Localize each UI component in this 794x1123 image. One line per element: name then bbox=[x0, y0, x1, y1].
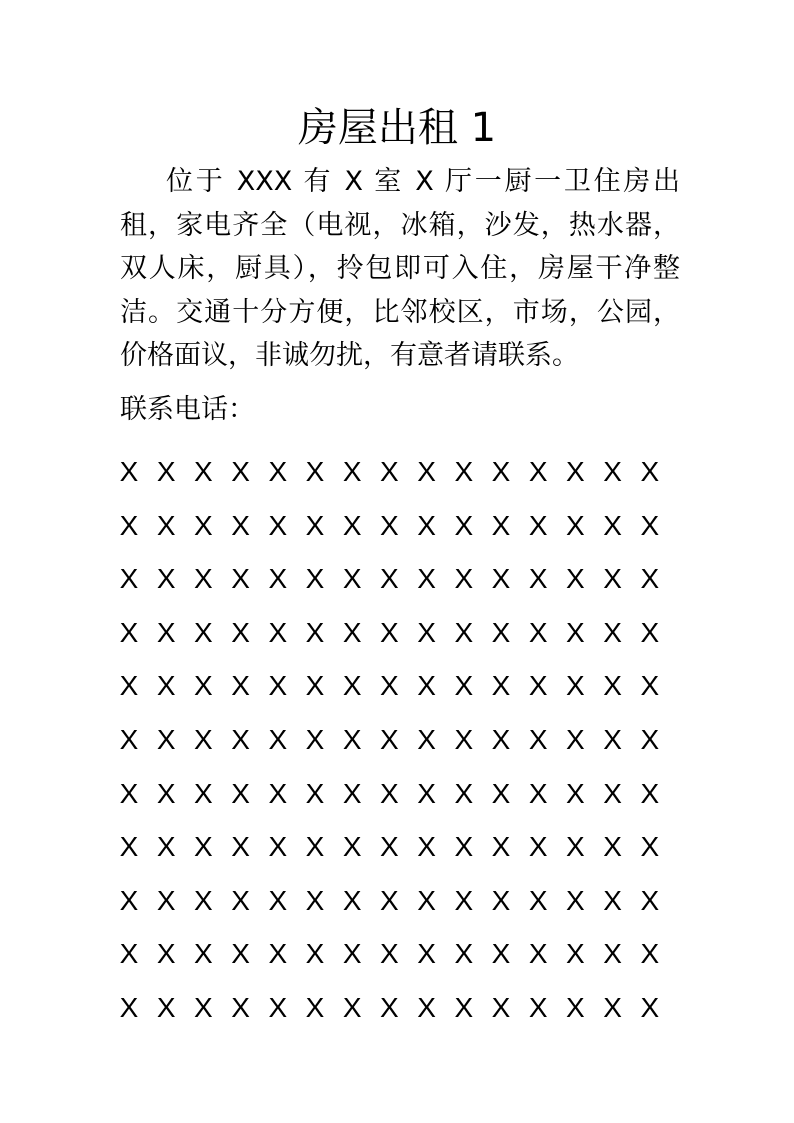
grid-x-mark: X bbox=[380, 777, 399, 809]
grid-x-mark: X bbox=[380, 616, 399, 648]
grid-row bbox=[119, 934, 679, 988]
grid-x-mark: X bbox=[156, 670, 176, 702]
grid-x-mark: X bbox=[491, 723, 511, 755]
grid-x-mark: X bbox=[603, 991, 622, 1023]
grid-x-mark: X bbox=[417, 563, 436, 595]
grid-x-mark: X bbox=[305, 616, 325, 648]
grid-x-mark: X bbox=[491, 670, 511, 702]
grid-x-mark: X bbox=[454, 991, 474, 1023]
grid-x-mark: X bbox=[268, 723, 288, 755]
grid-x-mark: X bbox=[566, 777, 585, 809]
grid-x-mark: X bbox=[454, 509, 474, 541]
grid-x-mark: X bbox=[305, 670, 325, 702]
grid-row bbox=[119, 881, 679, 935]
grid-x-mark: X bbox=[156, 831, 176, 863]
grid-x-mark: X bbox=[194, 723, 213, 755]
grid-x-mark: X bbox=[380, 938, 399, 970]
grid-x-mark: X bbox=[566, 991, 585, 1023]
grid-x-mark: X bbox=[268, 991, 288, 1023]
grid-x-mark: X bbox=[454, 456, 474, 487]
grid-x-mark: X bbox=[528, 616, 548, 648]
grid-x-mark: X bbox=[268, 938, 288, 970]
grid-x-mark: X bbox=[491, 991, 511, 1023]
grid-x-mark: X bbox=[119, 831, 139, 863]
grid-x-mark: X bbox=[640, 723, 660, 755]
grid-x-mark: X bbox=[566, 670, 585, 702]
grid-row bbox=[119, 720, 679, 774]
grid-x-mark: X bbox=[528, 938, 548, 970]
grid-x-mark: X bbox=[566, 884, 585, 916]
grid-x-mark: X bbox=[156, 509, 176, 541]
grid-x-mark: X bbox=[119, 456, 139, 487]
grid-x-mark: X bbox=[491, 509, 511, 541]
grid-x-mark: X bbox=[119, 723, 139, 755]
grid-x-mark: X bbox=[380, 723, 399, 755]
grid-x-mark: X bbox=[231, 670, 250, 702]
grid-x-mark: X bbox=[268, 563, 288, 595]
grid-x-mark: X bbox=[268, 670, 288, 702]
grid-row bbox=[119, 827, 679, 881]
grid-x-mark: X bbox=[268, 509, 288, 541]
grid-x-mark: X bbox=[231, 509, 250, 541]
grid-x-mark: X bbox=[342, 509, 362, 541]
grid-x-mark: X bbox=[194, 831, 213, 863]
grid-x-mark: X bbox=[640, 509, 660, 541]
grid-x-mark: X bbox=[194, 563, 213, 595]
grid-x-mark: X bbox=[417, 777, 436, 809]
grid-x-mark: X bbox=[640, 938, 660, 970]
grid-x-mark: X bbox=[231, 884, 250, 916]
grid-x-mark: X bbox=[194, 670, 213, 702]
grid-x-mark: X bbox=[603, 831, 622, 863]
grid-x-mark: X bbox=[417, 938, 436, 970]
grid-x-mark: X bbox=[231, 831, 250, 863]
grid-x-mark: X bbox=[342, 884, 362, 916]
grid-x-mark: X bbox=[231, 616, 250, 648]
grid-x-mark: X bbox=[268, 831, 288, 863]
grid-x-mark: X bbox=[640, 670, 660, 702]
grid-x-mark: X bbox=[491, 616, 511, 648]
grid-x-mark: X bbox=[566, 723, 585, 755]
grid-x-mark: X bbox=[380, 509, 399, 541]
grid-x-mark: X bbox=[454, 616, 474, 648]
grid-x-mark: X bbox=[640, 563, 660, 595]
grid-x-mark: X bbox=[119, 616, 139, 648]
grid-x-mark: X bbox=[305, 884, 325, 916]
phone-label: 联系电话： bbox=[120, 394, 255, 425]
grid-x-mark: X bbox=[380, 456, 399, 487]
grid-x-mark: X bbox=[231, 938, 250, 970]
grid-x-mark: X bbox=[156, 777, 176, 809]
grid-x-mark: X bbox=[119, 938, 139, 970]
grid-x-mark: X bbox=[603, 616, 622, 648]
grid-x-mark: X bbox=[603, 723, 622, 755]
grid-x-mark: X bbox=[119, 884, 139, 916]
grid-x-mark: X bbox=[640, 884, 660, 916]
grid-x-mark: X bbox=[566, 616, 585, 648]
grid-x-mark: X bbox=[119, 509, 139, 541]
grid-x-mark: X bbox=[156, 991, 176, 1023]
grid-x-mark: X bbox=[119, 670, 139, 702]
grid-x-mark: X bbox=[342, 670, 362, 702]
grid-x-mark: X bbox=[380, 884, 399, 916]
grid-x-mark: X bbox=[603, 563, 622, 595]
grid-x-mark: X bbox=[342, 563, 362, 595]
grid-x-mark: X bbox=[119, 777, 139, 809]
grid-x-mark: X bbox=[194, 616, 213, 648]
grid-x-mark: X bbox=[380, 991, 399, 1023]
grid-x-mark: X bbox=[231, 723, 250, 755]
rental-description: 位于 XXX 有 X 室 X 厅一厨一卫住房出租，家电齐全（电视，冰箱，沙发，热水器，双人床，厨具），拎包即可入住，房屋干净整洁。交通十分方便，比邻校区，市场，公园，价格面议，非诚勿扰，有意者请联系。 bbox=[120, 166, 680, 371]
grid-x-mark: X bbox=[342, 991, 362, 1023]
grid-x-mark: X bbox=[528, 563, 548, 595]
grid-x-mark: X bbox=[342, 616, 362, 648]
grid-x-mark: X bbox=[342, 723, 362, 755]
grid-x-mark: X bbox=[528, 723, 548, 755]
grid-x-mark: X bbox=[603, 456, 622, 487]
grid-x-mark: X bbox=[417, 884, 436, 916]
grid-x-mark: X bbox=[603, 938, 622, 970]
grid-x-mark: X bbox=[268, 616, 288, 648]
grid-x-mark: X bbox=[380, 670, 399, 702]
grid-x-mark: X bbox=[528, 509, 548, 541]
grid-x-mark: X bbox=[268, 777, 288, 809]
grid-x-mark: X bbox=[454, 831, 474, 863]
grid-x-mark: X bbox=[640, 777, 660, 809]
grid-x-mark: X bbox=[491, 884, 511, 916]
grid-x-mark: X bbox=[640, 991, 660, 1023]
grid-x-mark: X bbox=[156, 884, 176, 916]
grid-x-mark: X bbox=[305, 723, 325, 755]
grid-x-mark: X bbox=[603, 670, 622, 702]
grid-x-mark: X bbox=[417, 456, 436, 487]
grid-x-mark: X bbox=[194, 777, 213, 809]
grid-x-mark: X bbox=[454, 777, 474, 809]
grid-x-mark: X bbox=[156, 563, 176, 595]
grid-x-mark: X bbox=[528, 670, 548, 702]
grid-x-mark: X bbox=[305, 563, 325, 595]
grid-x-mark: X bbox=[603, 884, 622, 916]
grid-x-mark: X bbox=[454, 723, 474, 755]
grid-x-mark: X bbox=[119, 991, 139, 1023]
grid-x-mark: X bbox=[342, 938, 362, 970]
grid-x-mark: X bbox=[417, 831, 436, 863]
grid-x-mark: X bbox=[566, 563, 585, 595]
grid-x-mark: X bbox=[342, 831, 362, 863]
grid-x-mark: X bbox=[528, 456, 548, 487]
grid-x-mark: X bbox=[603, 777, 622, 809]
grid-x-mark: X bbox=[231, 456, 250, 487]
grid-x-mark: X bbox=[417, 991, 436, 1023]
grid-x-mark: X bbox=[454, 670, 474, 702]
grid-x-mark: X bbox=[566, 456, 585, 487]
grid-x-mark: X bbox=[566, 509, 585, 541]
grid-x-mark: X bbox=[342, 777, 362, 809]
grid-x-mark: X bbox=[417, 723, 436, 755]
grid-x-mark: X bbox=[305, 831, 325, 863]
grid-x-mark: X bbox=[231, 991, 250, 1023]
grid-x-mark: X bbox=[194, 456, 213, 487]
grid-x-mark: X bbox=[305, 456, 325, 487]
grid-x-mark: X bbox=[417, 616, 436, 648]
grid-x-mark: X bbox=[194, 884, 213, 916]
grid-row bbox=[119, 666, 679, 720]
grid-x-mark: X bbox=[231, 563, 250, 595]
grid-x-mark: X bbox=[156, 456, 176, 487]
grid-x-mark: X bbox=[454, 938, 474, 970]
grid-x-mark: X bbox=[640, 831, 660, 863]
grid-x-mark: X bbox=[528, 831, 548, 863]
grid-row bbox=[119, 506, 679, 560]
grid-x-mark: X bbox=[380, 563, 399, 595]
grid-x-mark: X bbox=[454, 884, 474, 916]
grid-x-mark: X bbox=[491, 456, 511, 487]
grid-x-mark: X bbox=[231, 777, 250, 809]
grid-x-mark: X bbox=[194, 938, 213, 970]
grid-x-mark: X bbox=[305, 938, 325, 970]
grid-x-mark: X bbox=[566, 938, 585, 970]
grid-row bbox=[119, 774, 679, 828]
grid-row bbox=[119, 452, 679, 506]
grid-x-mark: X bbox=[491, 777, 511, 809]
grid-x-mark: X bbox=[156, 723, 176, 755]
grid-x-mark: X bbox=[528, 884, 548, 916]
grid-x-mark: X bbox=[528, 991, 548, 1023]
grid-x-mark: X bbox=[156, 938, 176, 970]
grid-x-mark: X bbox=[380, 831, 399, 863]
grid-x-mark: X bbox=[491, 938, 511, 970]
grid-x-mark: X bbox=[528, 777, 548, 809]
grid-x-mark: X bbox=[305, 991, 325, 1023]
grid-x-mark: X bbox=[268, 884, 288, 916]
grid-x-mark: X bbox=[305, 509, 325, 541]
grid-x-mark: X bbox=[640, 616, 660, 648]
grid-row bbox=[119, 988, 679, 1042]
grid-x-mark: X bbox=[268, 456, 288, 487]
grid-x-mark: X bbox=[491, 831, 511, 863]
grid-x-mark: X bbox=[491, 563, 511, 595]
grid-x-mark: X bbox=[342, 456, 362, 487]
page-title: 房屋出租 1 bbox=[297, 105, 497, 151]
grid-x-mark: X bbox=[454, 563, 474, 595]
grid-x-mark: X bbox=[417, 670, 436, 702]
grid-x-mark: X bbox=[603, 509, 622, 541]
grid-x-mark: X bbox=[194, 991, 213, 1023]
grid-x-mark: X bbox=[640, 456, 660, 487]
grid-row bbox=[119, 613, 679, 667]
grid-x-mark: X bbox=[119, 563, 139, 595]
grid-x-mark: X bbox=[566, 831, 585, 863]
grid-row bbox=[119, 559, 679, 613]
grid-x-mark: X bbox=[156, 616, 176, 648]
tear-off-grid bbox=[119, 452, 679, 1042]
grid-x-mark: X bbox=[305, 777, 325, 809]
grid-x-mark: X bbox=[417, 509, 436, 541]
grid-x-mark: X bbox=[194, 509, 213, 541]
